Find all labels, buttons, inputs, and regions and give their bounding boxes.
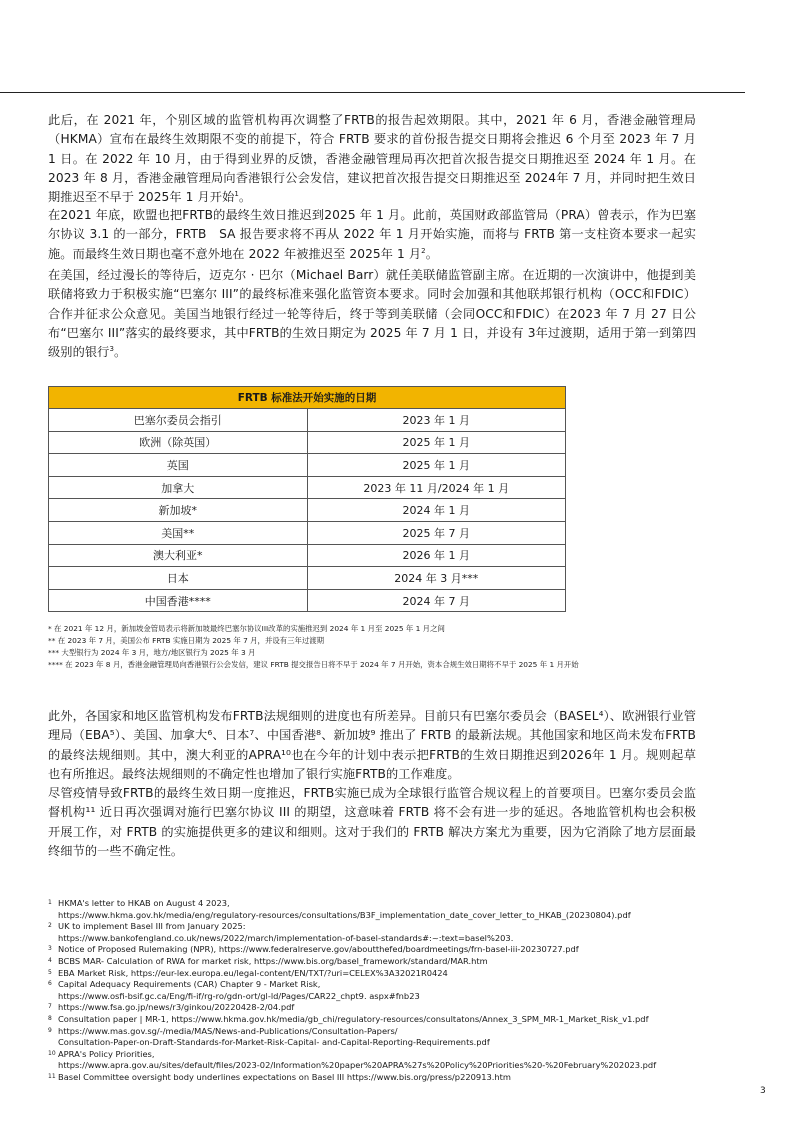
table-row — [49, 589, 566, 612]
footnote-link[interactable]: https://www.osfi-bsif.gc.ca/Eng/fi-if/rg-ro/gdn-ort/gl-ld/Pages/CAR22_chpt9. aspx#fnb23 — [58, 990, 420, 1001]
region-cell: 新加坡* — [49, 499, 308, 522]
footnote-line: UK to implement Basel III from January 2025: — [58, 921, 246, 932]
paragraph-text: 尽管疫情导致FRTB的最终生效日期一度推迟，FRTB实施已成为全球银行监管合规议程上的首要项目。巴塞尔委员会监督机构¹¹ 近日再次强调对施行巴塞尔协议 III 的期望，这意味着 FRTB 将不会有进一步的延迟。各地监管机构也会积极开展工作，对 FRTB 的实施提供更多的建议和细则。这对于我们的 FRTB 解决方案尤为重要，因为它消除了地方层面最终细节的一些不确定性。 — [48, 786, 696, 858]
footnote-line: HKMA's letter to HKAB on August 4 2023, — [58, 898, 230, 908]
table-row — [49, 544, 566, 567]
paragraph-hkma-timeline — [48, 111, 696, 207]
footnote — [48, 944, 748, 956]
footnote-number: 1 — [48, 899, 52, 906]
region-cell: 中国香港**** — [49, 589, 308, 612]
paragraph-text: 在美国，经过漫长的等待后，迈克尔 · 巴尔（Michael Barr）就任美联储监管副主席。在近期的一次演讲中，他提到美联储将致力于积极实施“巴塞尔 III”的最终标准来强化监管资本要求。同时会加强和其他联邦银行机构（OCC和FDIC）合作并征求公众意见。美国当地银行经过一轮等待后，终于等到美联储（会同OCC和FDIC）在2023 年 7 月 27 日公布“巴塞尔 III”落实的最终要求，其中FRTB的生效日期定为 2025 年 7 月 1 日，并设有 3年过渡期，适用于第一到第四级别的银行 — [48, 268, 696, 360]
footnote-number: 2 — [48, 922, 52, 930]
table-row — [49, 567, 566, 590]
paragraph-text: 在2021 年底，欧盟也把FRTB的最终生效日推迟到2025 年 1 月。此前，英国财政部监管局（PRA）曾表示，作为巴塞尔协议 3.1 的一部分，FRTB SA 报告要求将不再从 2022 年 1 月开始实施，而将与 FRTB 第一支柱资本要求一起实施。而最终生效日期也毫不意外地在 2022 年被推迟至 2025年 1 月 — [48, 208, 696, 261]
footnote-number: 7 — [48, 1003, 52, 1011]
date-cell: 2023 年 1 月 — [307, 409, 566, 432]
footnote-number: 3 — [48, 945, 52, 953]
footnote — [48, 968, 748, 980]
date-cell: 2024 年 1 月 — [307, 499, 566, 522]
footnote-number: 11 — [48, 1072, 56, 1080]
footnote-link[interactable]: Consultation-Paper-on-Draft-Standards-for-Market-Risk-Capital- and-Capital-Reporting-Requirements.pdf — [58, 1037, 490, 1048]
paragraph-end: 。 — [425, 246, 439, 261]
date-cell: 2025 年 1 月 — [307, 454, 566, 477]
top-rule — [0, 92, 745, 93]
region-cell: 巴塞尔委员会指引 — [49, 409, 308, 432]
table-title: FRTB 标准法开始实施的日期 — [49, 387, 566, 409]
footnote-link[interactable]: Notice of Proposed Rulemaking (NPR), https://www.federalreserve.gov/aboutthefed/boardmeetings/frn-basel-iii-20230727.pdf — [58, 944, 579, 955]
footnote — [48, 1049, 748, 1072]
footnote-link[interactable]: https://www.mas.gov.sg/-/media/MAS/News-and-Publications/Consultation-Papers/ — [58, 1025, 398, 1036]
paragraph-end: 。 — [238, 190, 252, 205]
paragraph-end: 。 — [114, 345, 127, 360]
paragraph-regulation-progress — [48, 707, 696, 784]
footnote — [48, 979, 748, 1002]
footnote-number: 6 — [48, 980, 52, 988]
table-row — [49, 476, 566, 499]
footnotes — [48, 898, 748, 1084]
table-note: ** 在 2023 年 7 月，美国公布 FRTB 实施日期为 2025 年 7 月，并设有三年过渡期 — [48, 636, 325, 645]
footnote — [48, 1002, 748, 1014]
region-cell: 欧洲（除英国） — [49, 431, 308, 454]
region-cell: 英国 — [49, 454, 308, 477]
paragraph-text: 此后，在 2021 年，个别区域的监管机构再次调整了FRTB的报告起效期限。其中，2021 年 6 月，香港金融管理局（HKMA）宣布在最终生效期限不变的前提下，符合 FRTB 要求的首份报告提交日期将会推迟 6 个月至 2023 年 7 月 1 日。在 2022 年 10 月，由于得到业界的反馈，香港金融管理局再次把首次报告提交日期推迟至 2024 年 1 月。在 2023 年 8 月，香港金融管理局向香港银行公会发信，建议把首次报告提交日期推迟至 2024年 7 月，并同时把生效日期推迟至不早于 2025年 1 月开始 — [48, 113, 696, 205]
table-row — [49, 499, 566, 522]
footnote-link[interactable]: https://www.fsa.go.jp/news/r3/ginkou/20220428-2/04.pdf — [58, 1002, 295, 1013]
region-cell: 加拿大 — [49, 476, 308, 499]
table-note: *** 大型银行为 2024 年 3 月，地方/地区银行为 2025 年 3 月 — [48, 648, 256, 657]
footnote-number: 4 — [48, 956, 52, 964]
footnote-number: 8 — [48, 1014, 52, 1022]
footnote-number: 9 — [48, 1026, 52, 1034]
footnote-link[interactable]: https://www.bankofengland.co.uk/news/2022/march/implementation-of-basel-standards#:~:text=basel%203. — [58, 932, 514, 943]
footnote — [48, 1014, 748, 1026]
footnote — [48, 956, 748, 968]
footnote-link[interactable]: Consultation paper | MR-1, https://www.hkma.gov.hk/media/gb_chi/regulatory-resources/consultatons/Annex_3_SPM_MR-1_Market_Risk_v1.pdf — [58, 1013, 649, 1024]
date-cell: 2025 年 7 月 — [307, 521, 566, 544]
table-row — [49, 431, 566, 454]
footnote-number: 10 — [48, 1049, 56, 1057]
region-cell: 澳大利亚* — [49, 544, 308, 567]
footnote — [48, 1026, 748, 1049]
table-row — [49, 521, 566, 544]
table-row — [49, 454, 566, 477]
footnote-link[interactable]: https://www.apra.gov.au/sites/default/files/2023-02/Information%20paper%20APRA%27s%20Policy%20Priorities%20-%20February%202023.pdf — [58, 1060, 657, 1071]
footnote-link[interactable]: BCBS MAR- Calculation of RWA for market risk, https://www.bis.org/basel_framework/standard/MAR.htm — [58, 955, 488, 966]
footnote-line: APRA's Policy Priorities, — [58, 1048, 155, 1059]
footnote-link[interactable]: https://www.hkma.gov.hk/media/eng/regulatory-resources/consultations/B3F_implementation_date_cover_letter_to_HKAB_(20230804).pdf — [58, 909, 631, 920]
paragraph-us-timeline — [48, 266, 696, 362]
footnote-line: Capital Adequacy Requirements (CAR) Chapter 9 - Market Risk, — [58, 979, 321, 990]
implementation-dates-table — [48, 386, 566, 612]
paragraph-frtb-priority — [48, 784, 696, 861]
paragraph-text: 此外，各国家和地区监管机构发布FRTB法规细则的进度也有所差异。目前只有巴塞尔委员会（BASEL⁴）、欧洲银行业管理局（EBA⁵）、美国、加拿大⁶、日本⁷、中国香港⁸、新加坡⁹ 推出了 FRTB 的最新法规。其他国家和地区尚未发布FRTB的最终法规细则。其中，澳大利亚的APRA¹⁰也在今年的计划中表示把FRTB的生效日期推迟到2026年 1 月。规则起草也有所推迟。最终法规细则的不确定性也增加了银行实施FRTB的工作难度。 — [48, 709, 696, 781]
date-cell: 2023 年 11 月/2024 年 1 月 — [307, 476, 566, 499]
date-cell: 2024 年 7 月 — [307, 589, 566, 612]
paragraph-eu-uk-timeline — [48, 206, 696, 264]
footnote — [48, 921, 748, 944]
page-number: 3 — [760, 1086, 766, 1096]
footnote-ref[interactable]: 3 — [109, 345, 114, 354]
footnote-link[interactable]: Basel Committee oversight body underlines expectations on Basel III https://www.bis.org/press/p220913.htm — [58, 1071, 511, 1082]
footnote — [48, 898, 748, 921]
date-cell: 2026 年 1 月 — [307, 544, 566, 567]
table-row — [49, 409, 566, 432]
footnote-number: 5 — [48, 968, 52, 976]
footnote-link[interactable]: EBA Market Risk, https://eur-lex.europa.eu/legal-content/EN/TXT/?uri=CELEX%3A32021R0424 — [58, 967, 448, 978]
table-note: **** 在 2023 年 8 月，香港金融管理局向香港银行公会发信，建议 FRTB 提交报告日将不早于 2024 年 7 月开始，资本合规生效日期将不早于 2025 年 1 月开始 — [48, 660, 579, 669]
table-note: * 在 2021 年 12 月，新加坡金管局表示将新加坡最终巴塞尔协议III改革的实施推迟到 2024 年 1 月至 2025 年 1 月之间 — [48, 624, 445, 633]
date-cell: 2025 年 1 月 — [307, 431, 566, 454]
region-cell: 日本 — [49, 567, 308, 590]
date-cell: 2024 年 3 月*** — [307, 567, 566, 590]
table-notes — [48, 623, 738, 671]
footnote — [48, 1072, 748, 1084]
region-cell: 美国** — [49, 521, 308, 544]
footnote-ref[interactable]: 1 — [234, 190, 239, 199]
footnote-ref[interactable]: 2 — [421, 246, 426, 255]
